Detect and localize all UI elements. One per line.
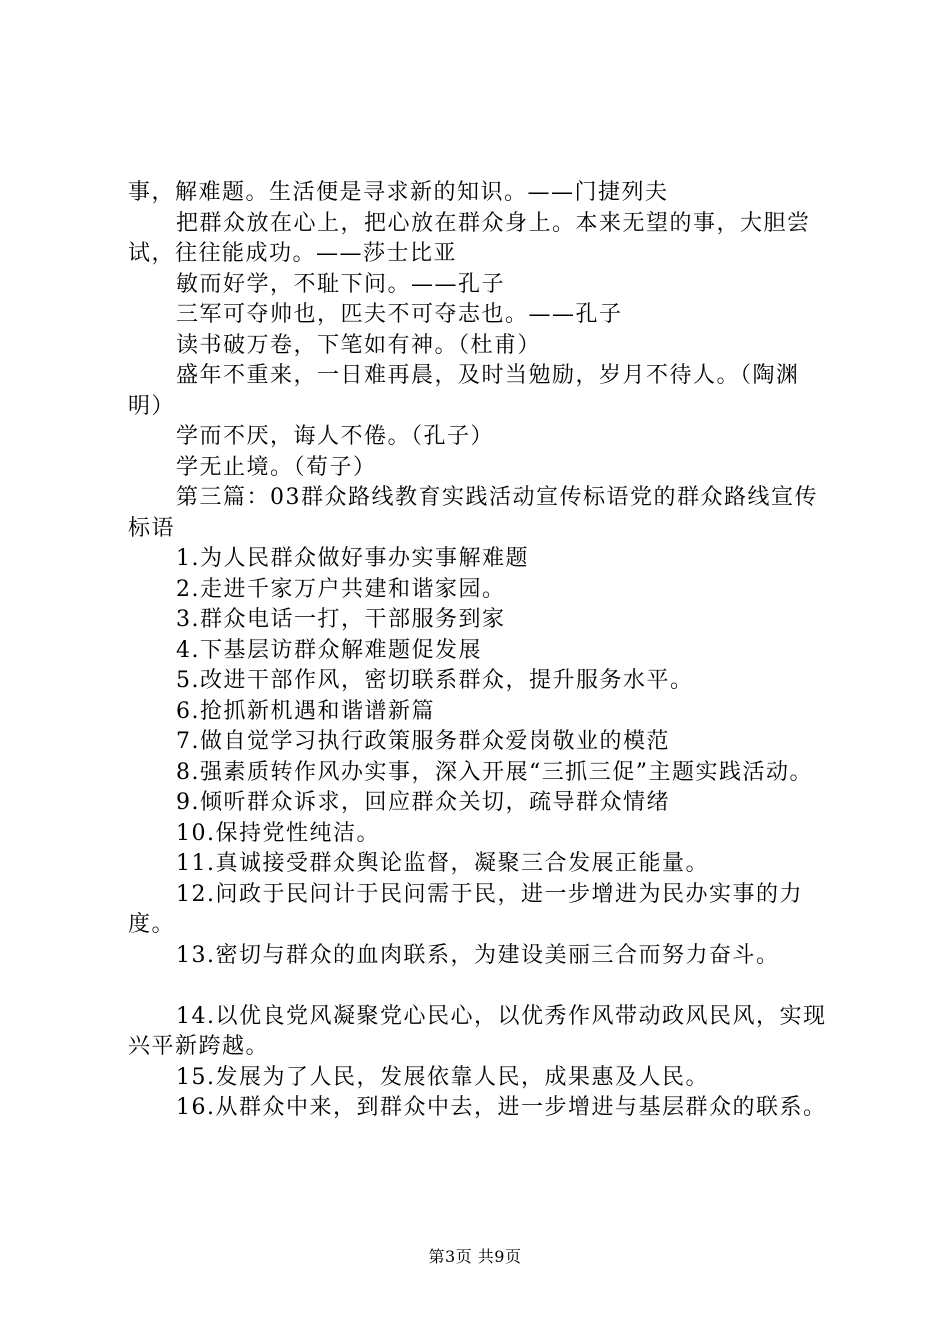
paragraph: 学而不厌，诲人不倦。（孔子） [176, 424, 495, 449]
list-item: 13.密切与群众的血肉联系，为建设美丽三合而努力奋斗。 [176, 942, 780, 968]
paragraph: 敏而好学，不耻下问。——孔子 [176, 271, 506, 297]
list-item: 16.从群众中来，到群众中去，进一步增进与基层群众的联系。 [176, 1095, 827, 1120]
section-heading: 第三篇：03群众路线教育实践活动宣传标语党的群众路线宣传标语 [128, 485, 818, 541]
list-item: 12.问政于民问计于民问需于民，进一步增进为民办实事的力度。 [128, 881, 803, 937]
list-item: 4.下基层访群众解难题促发展 [176, 637, 482, 663]
list-item: 14.以优良党风凝聚党心民心，以优秀作风带动政风民风，实现兴平新跨越。 [128, 1003, 827, 1059]
list-item: 6.抢抓新机遇和谐谱新篇 [176, 698, 435, 724]
list-item: 3.群众电话一打，干部服务到家 [176, 607, 506, 632]
list-item: 1.为人民群众做好事办实事解难题 [176, 546, 529, 571]
paragraph: 事，解难题。生活便是寻求新的知识。——门捷列夫 [128, 180, 669, 205]
list-item: 9.倾听群众诉求，回应群众关切，疏导群众情绪 [176, 790, 670, 815]
paragraph: 把群众放在心上，把心放在群众身上。本来无望的事，大胆尝试，往往能成功。——莎士比亚 [128, 210, 811, 266]
paragraph: 三军可夺帅也，匹夫不可夺志也。——孔子 [176, 302, 623, 327]
list-item: 11.真诚接受群众舆论监督，凝聚三合发展正能量。 [176, 851, 709, 876]
list-item: 5.改进干部作风，密切联系群众，提升服务水平。 [176, 668, 694, 693]
page-footer: 第3页 共9页 [428, 1247, 522, 1266]
list-item: 10.保持党性纯洁。 [176, 820, 380, 846]
list-item: 7.做自觉学习执行政策服务群众爱岗敬业的模范 [176, 729, 670, 754]
document-body [128, 178, 832, 1124]
paragraph: 读书破万卷，下笔如有神。（杜甫） [176, 332, 542, 358]
list-item: 2.走进千家万户共建和谐家园。 [176, 576, 506, 602]
list-item: 8.强素质转作风办实事，深入开展“三抓三促”主题实践活动。 [176, 759, 813, 785]
list-item: 15.发展为了人民，发展依靠人民，成果惠及人民。 [176, 1064, 709, 1090]
paragraph: 盛年不重来，一日难再晨，及时当勉励，岁月不待人。（陶渊明） [128, 363, 800, 419]
paragraph: 学无止境。（荀子） [176, 454, 377, 480]
